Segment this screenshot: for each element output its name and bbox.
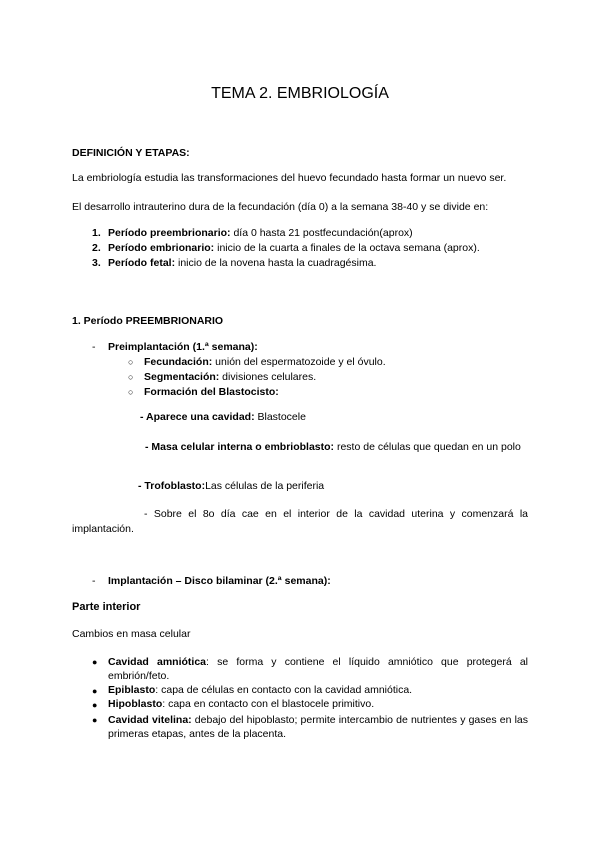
dash-marker: - [92, 341, 96, 353]
period-label: Período preembrionario: [108, 227, 231, 239]
preimplantacion-label: Preimplantación (1.ª semana): [108, 341, 258, 353]
circle-bullet: ○ [128, 387, 134, 397]
masa-paragraph [72, 439, 528, 455]
period-label: Período embrionario: [108, 242, 215, 254]
bullet-dot: ● [92, 686, 98, 696]
sobre-paragraph: - Sobre el 8o día cae en el interior de la cavidad uterina y comenzará la implantación. [72, 508, 528, 535]
masa-text: resto de células que quedan en un polo [334, 441, 521, 453]
item-label: Cavidad amniótica [108, 656, 207, 668]
intro-paragraph [72, 171, 528, 185]
item-text: unión del espermatozoide y el óvulo. [212, 356, 386, 368]
item-label: Hipoblasto [108, 698, 163, 710]
cavidad-text: Blastocele [254, 411, 306, 423]
circle-bullet: ○ [128, 372, 134, 382]
item-label: Segmentación: [144, 371, 220, 383]
period-label: Período fetal: [108, 257, 176, 269]
intro-paragraph-2: El desarrollo intrauterino dura de la fecundación (día 0) a la semana 38-40 y se divide en: [72, 201, 489, 213]
intro-text: La embriología estudia las transformaciones del huevo fecundado hasta formar un nuevo ser. [72, 172, 507, 184]
period-text: inicio de la cuarta a finales de la octava semana (aprox). [214, 242, 480, 254]
dash-marker: - [92, 575, 96, 587]
parte-interior-heading: Parte interior [72, 601, 141, 613]
trofoblasto-line [138, 480, 324, 492]
section-heading-preembrionario: 1. Período PREEMBRIONARIO [72, 315, 224, 327]
item-text: : capa en contacto con el blastocele primitivo. [162, 698, 375, 710]
cavidad-label: - Aparece una cavidad: [140, 411, 255, 423]
list-number: 3. [92, 257, 101, 269]
list-number: 2. [92, 242, 101, 254]
implantacion-label: Implantación – Disco bilaminar (2.ª semana): [108, 575, 331, 587]
item-label: Cavidad vitelina: [108, 714, 192, 726]
bullet-dot: ● [92, 657, 98, 667]
cavidad-line [140, 411, 306, 423]
bullet-dot: ● [92, 700, 98, 710]
masa-label: - Masa celular interna o embrioblasto: [145, 441, 335, 453]
cambios-text: Cambios en masa celular [72, 628, 191, 640]
period-text: inicio de la novena hasta la cuadragésima. [175, 257, 377, 269]
item-label: Formación del Blastocisto: [144, 386, 279, 398]
item-text: divisiones celulares. [219, 371, 317, 383]
list-number: 1. [92, 227, 101, 239]
bullet-dot: ● [92, 715, 98, 725]
item-label: Fecundación: [144, 356, 213, 368]
trofoblasto-text: Las células de la periferia [205, 480, 325, 492]
item-text: debajo del hipoblasto; permite intercambio de nutrientes y gases en las primeras etapas, antes de la placenta. [108, 714, 528, 740]
period-text: día 0 hasta 21 postfecundación(aprox) [230, 227, 413, 239]
item-text: : capa de células en contacto con la cavidad amniótica. [155, 684, 413, 696]
circle-bullet: ○ [128, 357, 134, 367]
page-title: TEMA 2. EMBRIOLOGÍA [211, 85, 389, 102]
item-text: : se forma y contiene el líquido amniótico que protegerá al embrión/feto. [108, 656, 528, 682]
trofoblasto-label: - Trofoblasto: [138, 480, 206, 492]
item-label: Epiblasto [108, 684, 156, 696]
section-heading-definicion: DEFINICIÓN Y ETAPAS: [72, 147, 190, 159]
